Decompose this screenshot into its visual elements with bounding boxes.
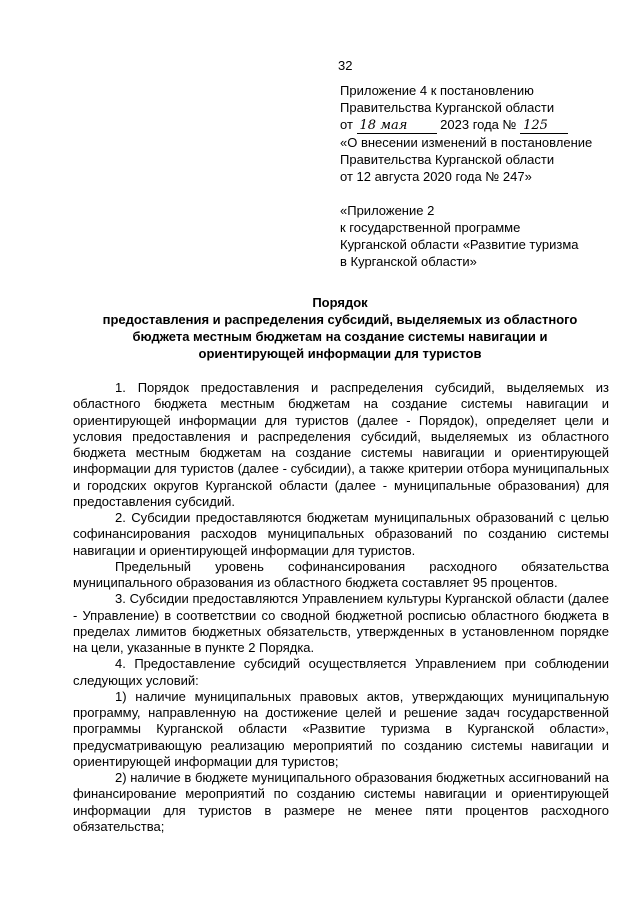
appendix2-line: в Курганской области»	[340, 254, 477, 269]
handwritten-number: 125	[520, 119, 568, 134]
paragraph: Предельный уровень софинансирования расходного обязательства муниципального образования из областного бюджета составляет 95 процентов.	[73, 558, 609, 590]
paragraph: 2. Субсидии предоставляются бюджетам муниципальных образований с целью софинансирования расходов муниципальных образований по созданию системы навигации и ориентирующей информации для туристов.	[73, 510, 609, 558]
date-prefix: от	[340, 117, 353, 132]
appendix2-line: «Приложение 2	[340, 203, 435, 218]
document-title	[60, 294, 620, 362]
appendix-date-line	[340, 116, 630, 134]
appendix-line: от 12 августа 2020 года № 247»	[340, 169, 532, 184]
paragraph: 1) наличие муниципальных правовых актов, утверждающих муниципальную программу, направленную на достижение целей и решение задач государственной программы Курганской области «Развитие туризма в Курганской области», предусматривающую реализацию мероприятий по созданию системы навигации и ориентирующей информации для туристов;	[73, 688, 609, 769]
title-line: ориентирующей информации для туристов	[198, 346, 482, 361]
paragraph: 1. Порядок предоставления и распределения субсидий, выделяемых из областного бюджета местным бюджетам на создание системы навигации и ориентирующей информации для туристов (далее - Порядок), определяет цели и условия предоставления и распределения субсидий, выделяемых из областного бюджета местным бюджетам на создание системы навигации и ориентирующей информации для туристов (далее - субсидии), а также критерии отбора муниципальных и городских округов Курганской области (далее - муниципальные образования) для предоставления субсидий.	[73, 380, 609, 509]
paragraph: 4. Предоставление субсидий осуществляется Управлением при соблюдении следующих условий:	[73, 656, 609, 688]
handwritten-date: 18 мая	[357, 119, 437, 134]
paragraph: 2) наличие в бюджете муниципального образования бюджетных ассигнований на финансирование мероприятий по созданию системы навигации и ориентирующей информации для туристов в размере не менее пяти процентов расходного обязательства;	[73, 770, 609, 834]
document-body	[73, 380, 609, 835]
year-text: 2023 года №	[440, 117, 517, 132]
appendix-header	[340, 82, 630, 270]
appendix2-line: Курганской области «Развитие туризма	[340, 237, 579, 252]
page-number: 32	[338, 58, 353, 73]
title-line: Порядок	[312, 295, 368, 310]
title-line: предоставления и распределения субсидий, выделяемых из областного	[102, 312, 578, 327]
paragraph: 3. Субсидии предоставляются Управлением культуры Курганской области (далее - Управление) в соответствии со сводной бюджетной росписью областного бюджета в пределах лимитов бюджетных обязательств, утвержденных в установленном порядке на цели, указанные в пункте 2 Порядка.	[73, 591, 609, 655]
appendix-line: Правительства Курганской области	[340, 100, 555, 115]
title-line: бюджета местным бюджетам на создание системы навигации и	[132, 329, 548, 344]
appendix-line: Приложение 4 к постановлению	[340, 83, 534, 98]
appendix2-line: к государственной программе	[340, 220, 521, 235]
appendix-line: «О внесении изменений в постановление	[340, 135, 593, 150]
appendix-line: Правительства Курганской области	[340, 152, 555, 167]
